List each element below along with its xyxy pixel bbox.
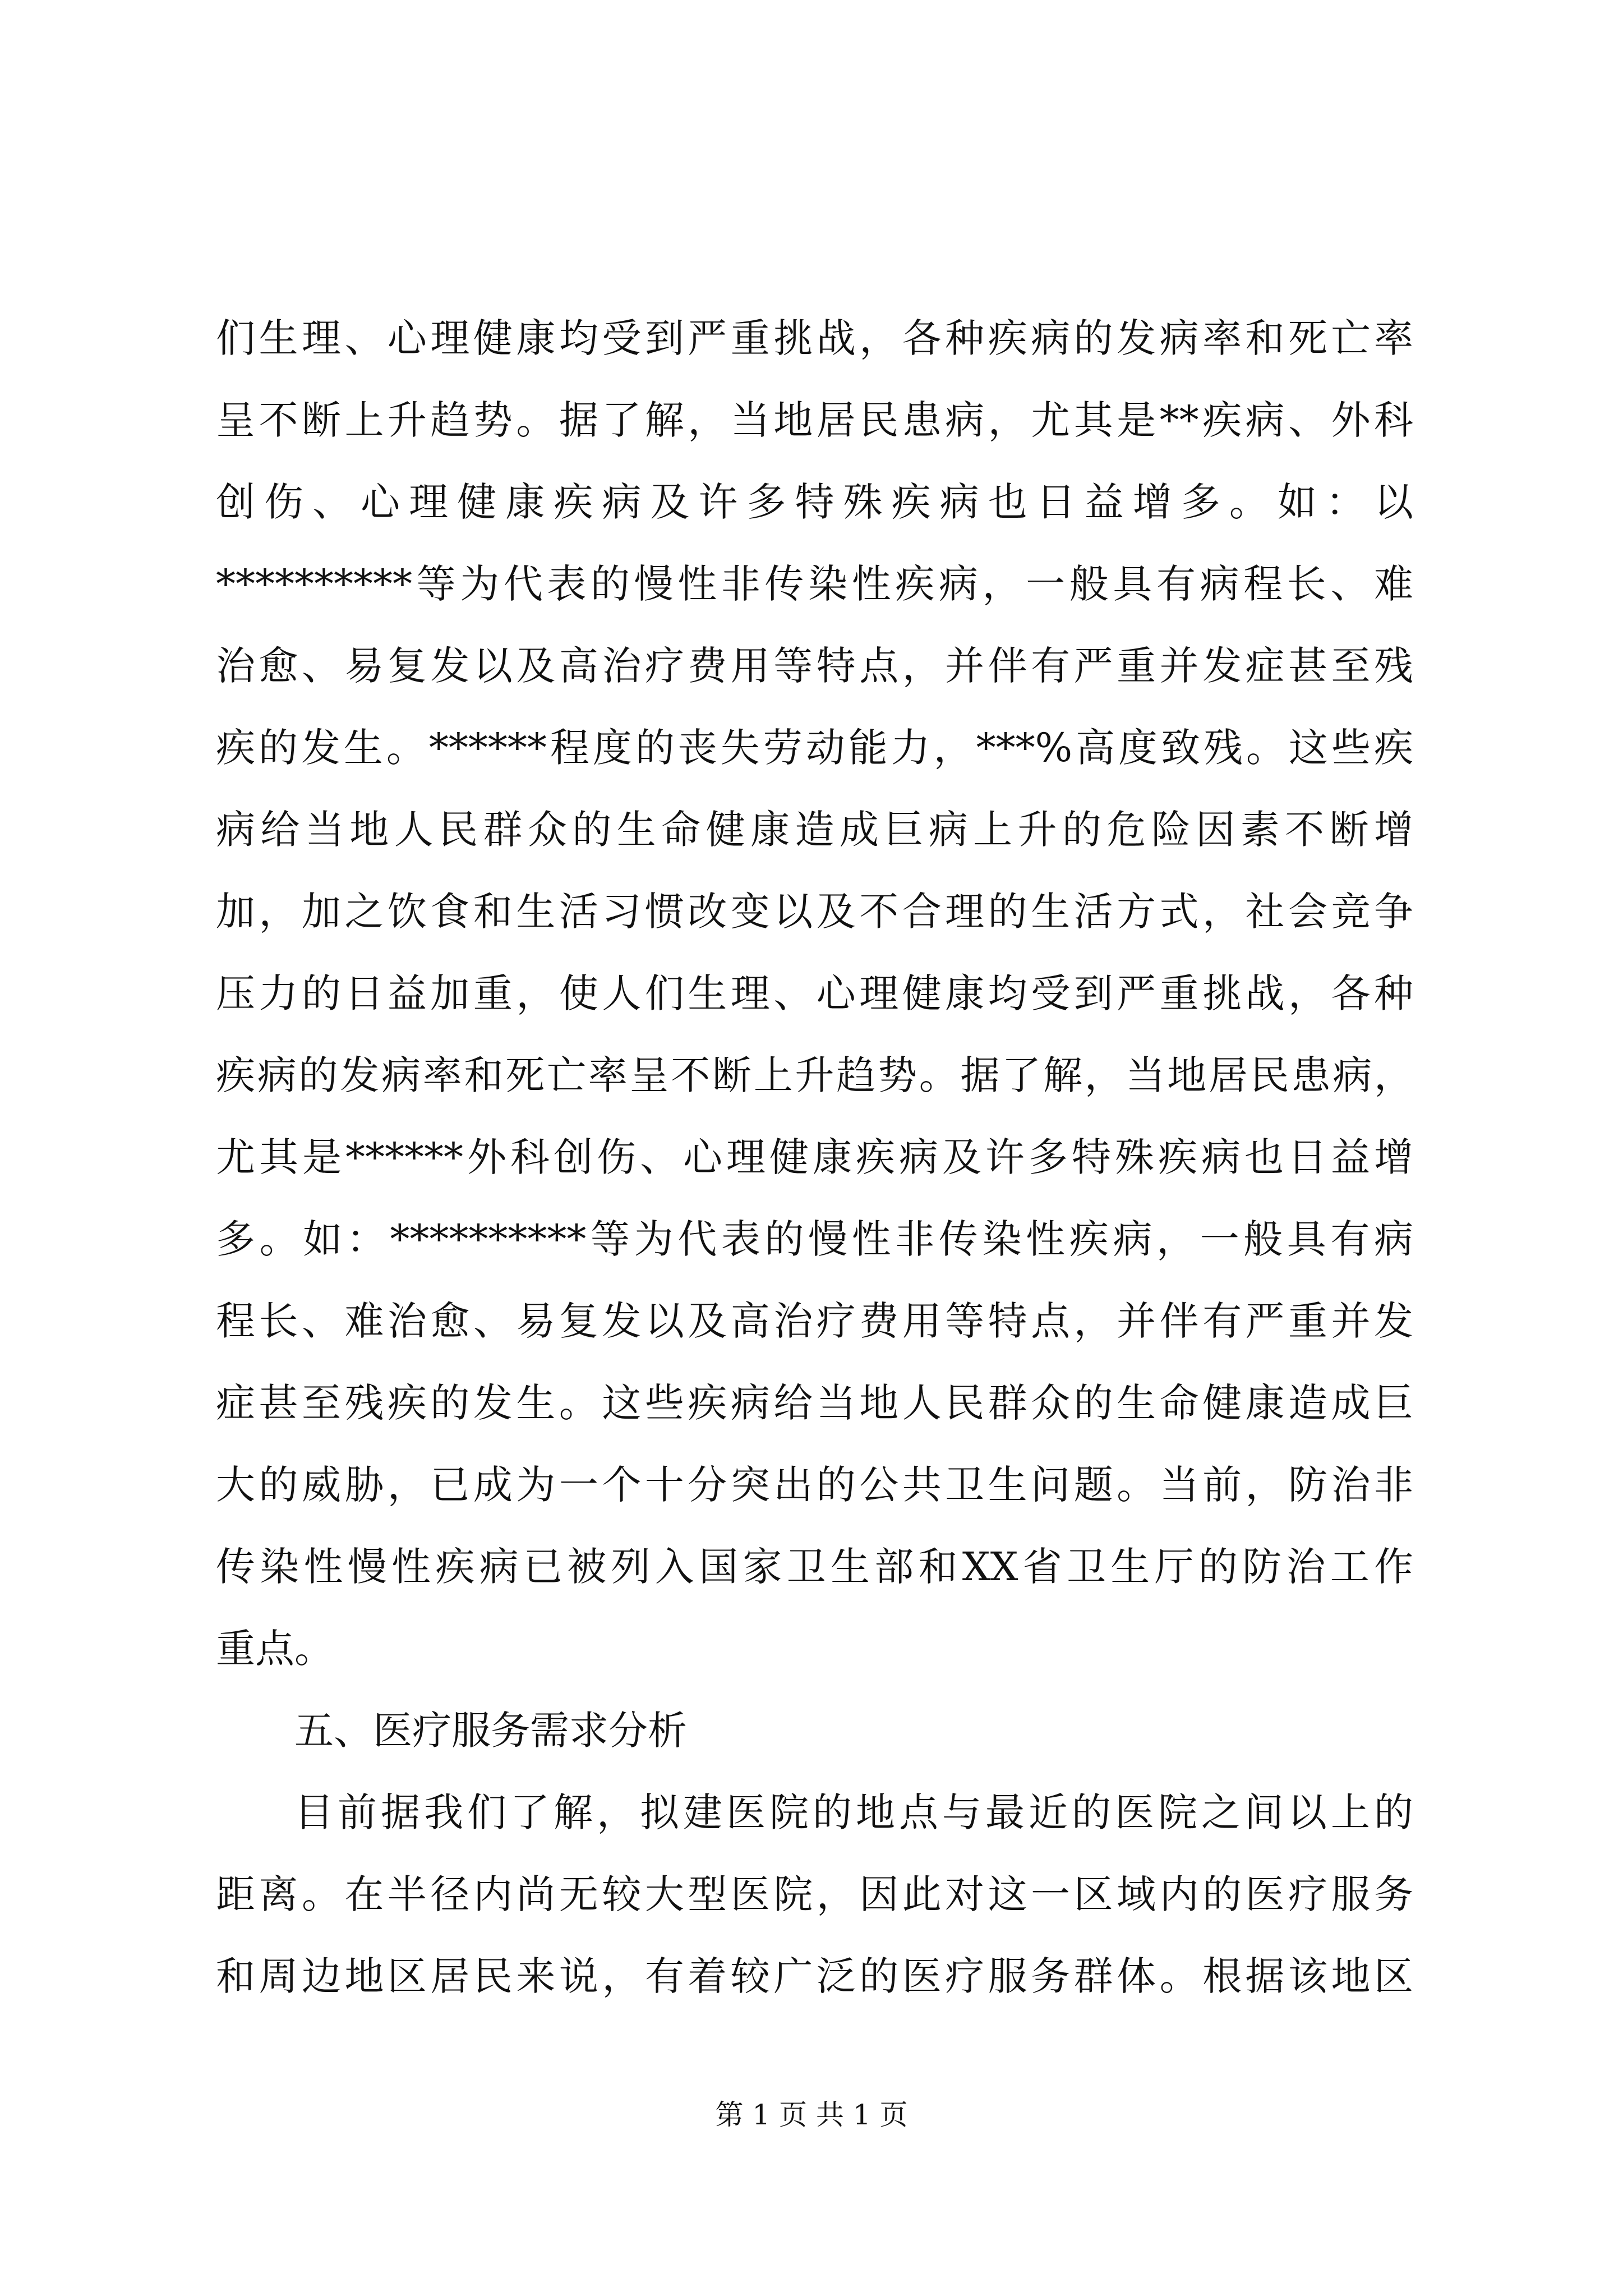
text-line: 压力的日益加重，使人们生理、心理健康均受到严重挑战，各种 xyxy=(216,970,1413,1016)
text-line: 目前据我们了解，拟建医院的地点与最近的医院之间以上的 xyxy=(294,1789,1413,1835)
text-line: 距离。在半径内尚无较大型医院，因此对这一区域内的医疗服务 xyxy=(216,1871,1413,1917)
text-line: 加，加之饮食和生活习惯改变以及不合理的生活方式，社会竞争 xyxy=(216,889,1413,935)
text-line: 呈不断上升趋势。据了解，当地居民患病，尤其是**疾病、外科 xyxy=(216,397,1413,443)
page-footer: 第 1 页 共 1 页 xyxy=(715,2099,908,2131)
text-line: 多。如：**********等为代表的慢性非传染性疾病，一般具有病 xyxy=(216,1216,1413,1262)
text-line: 们生理、心理健康均受到严重挑战，各种疾病的发病率和死亡率 xyxy=(216,315,1413,361)
text-line: 症甚至残疾的发生。这些疾病给当地人民群众的生命健康造成巨 xyxy=(216,1380,1413,1426)
text-line: 程长、难治愈、易复发以及高治疗费用等特点，并伴有严重并发 xyxy=(216,1298,1413,1344)
text-line: 疾的发生。******程度的丧失劳动能力，***%高度致残。这些疾 xyxy=(216,725,1413,771)
text-line: 创伤、心理健康疾病及许多特殊疾病也日益增多。如：以 xyxy=(216,479,1413,525)
text-line: 治愈、易复发以及高治疗费用等特点，并伴有严重并发症甚至残 xyxy=(216,643,1413,689)
text-line: 病给当地人民群众的生命健康造成巨病上升的危险因素不断增 xyxy=(216,807,1413,853)
text-line: 和周边地区居民来说，有着较广泛的医疗服务群体。根据该地区 xyxy=(216,1953,1413,1999)
text-line: 传染性慢性疾病已被列入国家卫生部和XX省卫生厅的防治工作 xyxy=(216,1544,1413,1590)
text-line: 疾病的发病率和死亡率呈不断上升趋势。据了解，当地居民患病， xyxy=(216,1052,1413,1098)
section-heading: 五、医疗服务需求分析 xyxy=(294,1708,687,1754)
document-body xyxy=(216,297,1413,2017)
text-line: 尤其是******外科创伤、心理健康疾病及许多特殊疾病也日益增 xyxy=(216,1134,1413,1180)
text-line: 大的威胁，已成为一个十分突出的公共卫生问题。当前，防治非 xyxy=(216,1462,1413,1508)
text-line: **********等为代表的慢性非传染性疾病，一般具有病程长、难 xyxy=(216,561,1413,607)
text-line: 重点。 xyxy=(216,1626,334,1672)
